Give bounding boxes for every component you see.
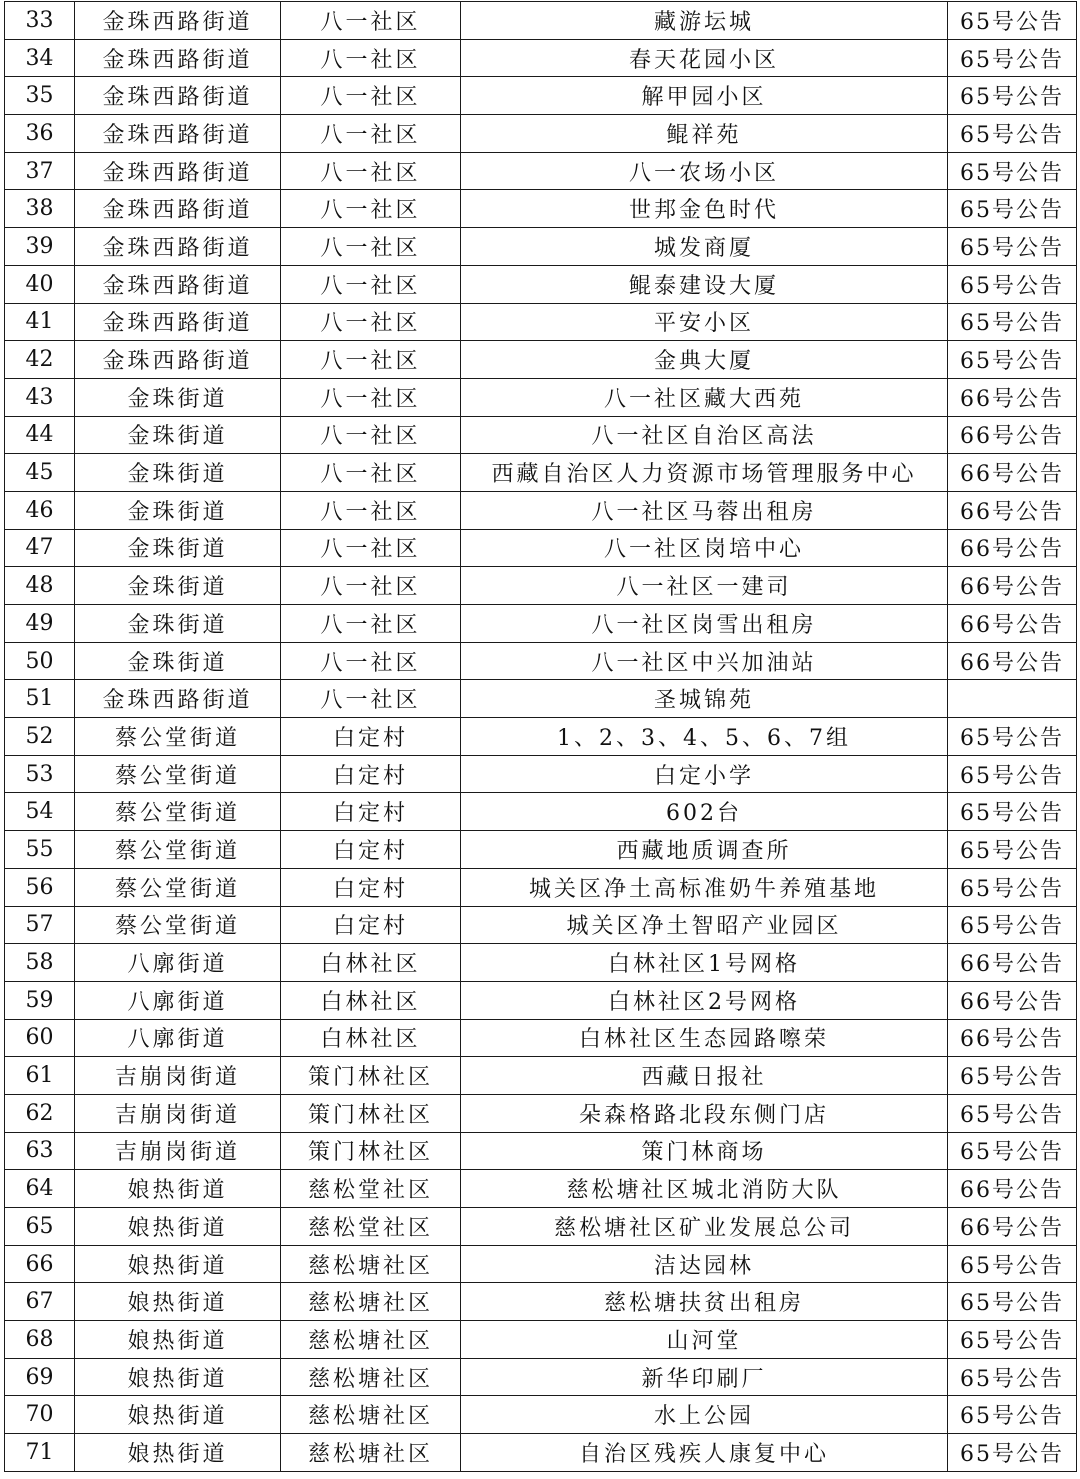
community-cell: 白定村 (281, 718, 461, 756)
street-cell: 金珠西路街道 (75, 265, 281, 303)
row-number-cell: 35 (5, 77, 75, 115)
place-cell: 八一农场小区 (461, 152, 948, 190)
community-cell: 白林社区 (281, 1019, 461, 1057)
row-number-cell: 58 (5, 944, 75, 982)
community-cell: 白定村 (281, 793, 461, 831)
row-number-cell: 36 (5, 115, 75, 153)
row-number-cell: 59 (5, 981, 75, 1019)
row-number-cell: 66 (5, 1245, 75, 1283)
street-cell: 蔡公堂街道 (75, 793, 281, 831)
table-row (5, 265, 1077, 303)
community-cell: 慈松塘社区 (281, 1434, 461, 1472)
notice-cell: 65号公告 (948, 39, 1077, 77)
street-cell: 金珠西路街道 (75, 341, 281, 379)
place-cell: 八一社区马蓉出租房 (461, 491, 948, 529)
table-row (5, 77, 1077, 115)
row-number-cell: 57 (5, 906, 75, 944)
table-row (5, 755, 1077, 793)
row-number-cell: 54 (5, 793, 75, 831)
street-cell: 八廓街道 (75, 1019, 281, 1057)
street-cell: 八廓街道 (75, 944, 281, 982)
street-cell: 娘热街道 (75, 1396, 281, 1434)
community-cell: 八一社区 (281, 491, 461, 529)
community-cell: 八一社区 (281, 152, 461, 190)
row-number-cell: 53 (5, 755, 75, 793)
table-row (5, 491, 1077, 529)
place-cell: 洁达园林 (461, 1245, 948, 1283)
place-cell: 八一社区自治区高法 (461, 416, 948, 454)
notice-cell: 65号公告 (948, 1358, 1077, 1396)
place-cell: 鲲泰建设大厦 (461, 265, 948, 303)
notice-cell: 65号公告 (948, 265, 1077, 303)
row-number-cell: 48 (5, 567, 75, 605)
community-cell: 慈松塘社区 (281, 1396, 461, 1434)
community-cell: 白林社区 (281, 944, 461, 982)
place-cell: 慈松塘社区城北消防大队 (461, 1170, 948, 1208)
community-cell: 八一社区 (281, 642, 461, 680)
street-cell: 金珠街道 (75, 642, 281, 680)
place-cell: 新华印刷厂 (461, 1358, 948, 1396)
street-cell: 金珠街道 (75, 605, 281, 643)
table-row (5, 152, 1077, 190)
place-cell: 城关区净土高标准奶牛养殖基地 (461, 868, 948, 906)
place-cell: 西藏自治区人力资源市场管理服务中心 (461, 454, 948, 492)
table-row (5, 793, 1077, 831)
street-cell: 吉崩岗街道 (75, 1057, 281, 1095)
notice-cell: 65号公告 (948, 228, 1077, 266)
place-cell: 策门林商场 (461, 1132, 948, 1170)
street-cell: 金珠街道 (75, 529, 281, 567)
place-cell: 八一社区岗雪出租房 (461, 605, 948, 643)
community-cell: 白定村 (281, 868, 461, 906)
community-cell: 八一社区 (281, 77, 461, 115)
table-row (5, 1132, 1077, 1170)
notice-cell: 65号公告 (948, 718, 1077, 756)
row-number-cell: 51 (5, 680, 75, 718)
community-cell: 八一社区 (281, 341, 461, 379)
row-number-cell: 34 (5, 39, 75, 77)
community-cell: 慈松塘社区 (281, 1321, 461, 1359)
table-row (5, 868, 1077, 906)
community-cell: 八一社区 (281, 115, 461, 153)
table-row (5, 115, 1077, 153)
row-number-cell: 68 (5, 1321, 75, 1359)
table-row (5, 1094, 1077, 1132)
notice-cell: 65号公告 (948, 831, 1077, 869)
street-cell: 娘热街道 (75, 1245, 281, 1283)
row-number-cell: 63 (5, 1132, 75, 1170)
community-cell: 八一社区 (281, 605, 461, 643)
row-number-cell: 60 (5, 1019, 75, 1057)
street-cell: 八廓街道 (75, 981, 281, 1019)
notice-cell: 66号公告 (948, 529, 1077, 567)
notice-cell: 65号公告 (948, 868, 1077, 906)
row-number-cell: 43 (5, 378, 75, 416)
community-cell: 策门林社区 (281, 1132, 461, 1170)
table-row (5, 190, 1077, 228)
notice-cell: 66号公告 (948, 454, 1077, 492)
row-number-cell: 55 (5, 831, 75, 869)
street-cell: 娘热街道 (75, 1283, 281, 1321)
street-cell: 娘热街道 (75, 1170, 281, 1208)
table-row (5, 378, 1077, 416)
table-row (5, 906, 1077, 944)
community-cell: 八一社区 (281, 2, 461, 40)
table-row (5, 944, 1077, 982)
table-row (5, 416, 1077, 454)
row-number-cell: 46 (5, 491, 75, 529)
row-number-cell: 39 (5, 228, 75, 266)
notice-cell: 66号公告 (948, 642, 1077, 680)
place-cell: 春天花园小区 (461, 39, 948, 77)
notice-cell: 65号公告 (948, 1057, 1077, 1095)
place-cell: 世邦金色时代 (461, 190, 948, 228)
notice-cell: 66号公告 (948, 1170, 1077, 1208)
notice-cell: 65号公告 (948, 115, 1077, 153)
table-row (5, 228, 1077, 266)
community-cell: 慈松塘社区 (281, 1283, 461, 1321)
notice-cell: 66号公告 (948, 491, 1077, 529)
street-cell: 金珠街道 (75, 378, 281, 416)
place-cell: 平安小区 (461, 303, 948, 341)
place-cell: 慈松塘扶贫出租房 (461, 1283, 948, 1321)
row-number-cell: 56 (5, 868, 75, 906)
notice-cell: 66号公告 (948, 567, 1077, 605)
row-number-cell: 49 (5, 605, 75, 643)
place-cell: 白林社区1号网格 (461, 944, 948, 982)
notice-cell: 65号公告 (948, 906, 1077, 944)
table-row (5, 39, 1077, 77)
street-cell: 金珠街道 (75, 416, 281, 454)
place-cell: 西藏地质调查所 (461, 831, 948, 869)
street-cell: 金珠西路街道 (75, 39, 281, 77)
community-cell: 八一社区 (281, 567, 461, 605)
table-row (5, 303, 1077, 341)
notice-cell: 65号公告 (948, 755, 1077, 793)
street-cell: 金珠街道 (75, 567, 281, 605)
table-row (5, 529, 1077, 567)
row-number-cell: 40 (5, 265, 75, 303)
community-cell: 白定村 (281, 831, 461, 869)
community-cell: 八一社区 (281, 378, 461, 416)
street-cell: 金珠西路街道 (75, 228, 281, 266)
row-number-cell: 33 (5, 2, 75, 40)
place-cell: 水上公园 (461, 1396, 948, 1434)
community-cell: 白林社区 (281, 981, 461, 1019)
row-number-cell: 50 (5, 642, 75, 680)
table-row (5, 567, 1077, 605)
community-cell: 慈松堂社区 (281, 1208, 461, 1246)
place-cell: 1、2、3、4、5、6、7组 (461, 718, 948, 756)
notice-cell: 65号公告 (948, 1396, 1077, 1434)
place-cell: 白林社区2号网格 (461, 981, 948, 1019)
place-cell: 金典大厦 (461, 341, 948, 379)
community-cell: 白定村 (281, 906, 461, 944)
place-cell: 城关区净土智昭产业园区 (461, 906, 948, 944)
row-number-cell: 52 (5, 718, 75, 756)
row-number-cell: 71 (5, 1434, 75, 1472)
place-cell: 解甲园小区 (461, 77, 948, 115)
community-cell: 八一社区 (281, 680, 461, 718)
street-cell: 金珠西路街道 (75, 77, 281, 115)
notice-cell: 66号公告 (948, 605, 1077, 643)
notice-cell: 65号公告 (948, 1434, 1077, 1472)
place-cell: 西藏日报社 (461, 1057, 948, 1095)
community-cell: 八一社区 (281, 190, 461, 228)
street-cell: 娘热街道 (75, 1208, 281, 1246)
community-cell: 八一社区 (281, 529, 461, 567)
table-row (5, 1208, 1077, 1246)
notice-cell: 65号公告 (948, 190, 1077, 228)
place-cell: 白林社区生态园路嚓荣 (461, 1019, 948, 1057)
notice-cell: 65号公告 (948, 152, 1077, 190)
street-cell: 金珠西路街道 (75, 680, 281, 718)
community-cell: 八一社区 (281, 416, 461, 454)
street-cell: 金珠西路街道 (75, 2, 281, 40)
row-number-cell: 64 (5, 1170, 75, 1208)
document-page (4, 1, 1077, 1472)
row-number-cell: 47 (5, 529, 75, 567)
table-row (5, 454, 1077, 492)
street-cell: 吉崩岗街道 (75, 1094, 281, 1132)
notice-cell: 65号公告 (948, 341, 1077, 379)
community-cell: 八一社区 (281, 265, 461, 303)
table-body (5, 2, 1077, 1472)
table-row (5, 642, 1077, 680)
notice-cell: 66号公告 (948, 1019, 1077, 1057)
community-cell: 八一社区 (281, 228, 461, 266)
table-row (5, 1283, 1077, 1321)
street-cell: 金珠街道 (75, 454, 281, 492)
row-number-cell: 69 (5, 1358, 75, 1396)
notice-cell: 66号公告 (948, 981, 1077, 1019)
table-row (5, 1057, 1077, 1095)
street-cell: 蔡公堂街道 (75, 868, 281, 906)
area-list-table (4, 1, 1077, 1472)
row-number-cell: 70 (5, 1396, 75, 1434)
place-cell: 山河堂 (461, 1321, 948, 1359)
table-row (5, 1321, 1077, 1359)
community-cell: 八一社区 (281, 454, 461, 492)
place-cell: 602台 (461, 793, 948, 831)
row-number-cell: 62 (5, 1094, 75, 1132)
place-cell: 八一社区中兴加油站 (461, 642, 948, 680)
place-cell: 圣城锦苑 (461, 680, 948, 718)
place-cell: 城发商厦 (461, 228, 948, 266)
notice-cell: 65号公告 (948, 77, 1077, 115)
place-cell: 白定小学 (461, 755, 948, 793)
community-cell: 策门林社区 (281, 1094, 461, 1132)
notice-cell: 65号公告 (948, 1132, 1077, 1170)
place-cell: 八一社区一建司 (461, 567, 948, 605)
street-cell: 金珠西路街道 (75, 115, 281, 153)
place-cell: 自治区残疾人康复中心 (461, 1434, 948, 1472)
row-number-cell: 37 (5, 152, 75, 190)
street-cell: 吉崩岗街道 (75, 1132, 281, 1170)
community-cell: 策门林社区 (281, 1057, 461, 1095)
street-cell: 娘热街道 (75, 1434, 281, 1472)
community-cell: 慈松塘社区 (281, 1358, 461, 1396)
notice-cell: 65号公告 (948, 1245, 1077, 1283)
row-number-cell: 38 (5, 190, 75, 228)
notice-cell (948, 680, 1077, 718)
table-row (5, 605, 1077, 643)
place-cell: 藏游坛城 (461, 2, 948, 40)
notice-cell: 66号公告 (948, 944, 1077, 982)
notice-cell: 65号公告 (948, 793, 1077, 831)
row-number-cell: 44 (5, 416, 75, 454)
row-number-cell: 67 (5, 1283, 75, 1321)
table-row (5, 1434, 1077, 1472)
table-row (5, 1019, 1077, 1057)
street-cell: 娘热街道 (75, 1321, 281, 1359)
table-row (5, 1245, 1077, 1283)
place-cell: 八一社区岗培中心 (461, 529, 948, 567)
table-row (5, 831, 1077, 869)
table-row (5, 1396, 1077, 1434)
street-cell: 娘热街道 (75, 1358, 281, 1396)
notice-cell: 65号公告 (948, 1321, 1077, 1359)
table-row (5, 718, 1077, 756)
row-number-cell: 41 (5, 303, 75, 341)
notice-cell: 65号公告 (948, 1094, 1077, 1132)
community-cell: 八一社区 (281, 39, 461, 77)
community-cell: 慈松堂社区 (281, 1170, 461, 1208)
place-cell: 慈松塘社区矿业发展总公司 (461, 1208, 948, 1246)
street-cell: 蔡公堂街道 (75, 718, 281, 756)
row-number-cell: 65 (5, 1208, 75, 1246)
street-cell: 蔡公堂街道 (75, 831, 281, 869)
community-cell: 八一社区 (281, 303, 461, 341)
table-row (5, 1358, 1077, 1396)
notice-cell: 65号公告 (948, 303, 1077, 341)
table-row (5, 981, 1077, 1019)
row-number-cell: 42 (5, 341, 75, 379)
notice-cell: 65号公告 (948, 2, 1077, 40)
notice-cell: 66号公告 (948, 378, 1077, 416)
place-cell: 朵森格路北段东侧门店 (461, 1094, 948, 1132)
street-cell: 蔡公堂街道 (75, 755, 281, 793)
notice-cell: 65号公告 (948, 1283, 1077, 1321)
row-number-cell: 45 (5, 454, 75, 492)
street-cell: 金珠西路街道 (75, 190, 281, 228)
street-cell: 蔡公堂街道 (75, 906, 281, 944)
table-row (5, 2, 1077, 40)
table-row (5, 680, 1077, 718)
notice-cell: 66号公告 (948, 1208, 1077, 1246)
street-cell: 金珠街道 (75, 491, 281, 529)
notice-cell: 66号公告 (948, 416, 1077, 454)
street-cell: 金珠西路街道 (75, 303, 281, 341)
community-cell: 慈松塘社区 (281, 1245, 461, 1283)
table-row (5, 341, 1077, 379)
table-row (5, 1170, 1077, 1208)
place-cell: 八一社区藏大西苑 (461, 378, 948, 416)
community-cell: 白定村 (281, 755, 461, 793)
street-cell: 金珠西路街道 (75, 152, 281, 190)
place-cell: 鲲祥苑 (461, 115, 948, 153)
row-number-cell: 61 (5, 1057, 75, 1095)
